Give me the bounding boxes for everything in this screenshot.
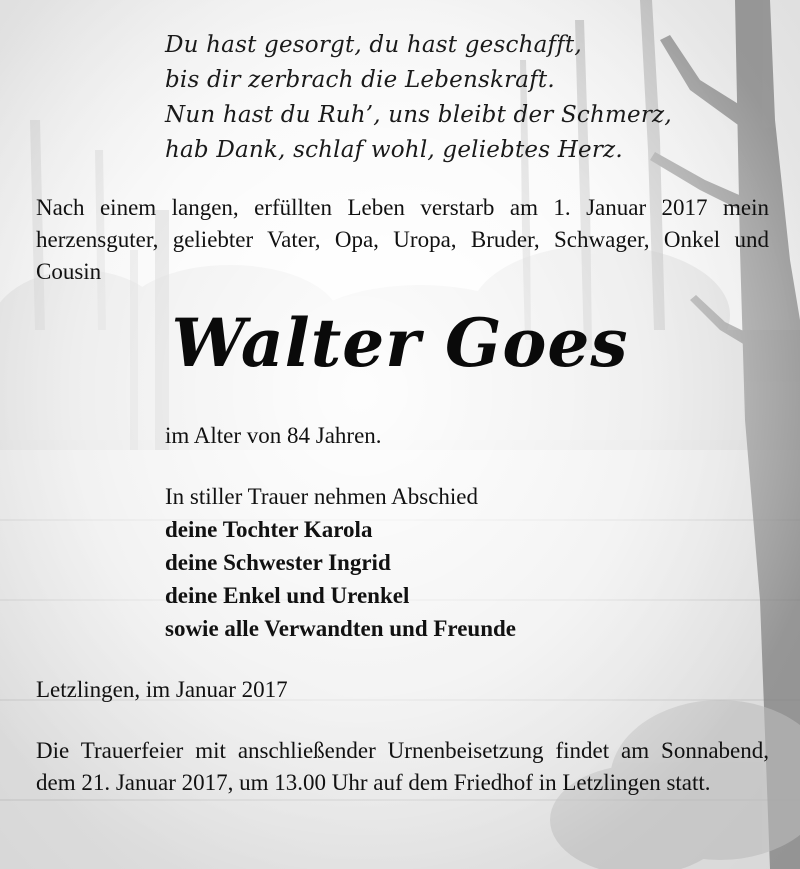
mourner-name: deine Schwester Ingrid [165,550,391,575]
poem-line: hab Dank, schlaf wohl, geliebtes Herz. [165,137,623,163]
poem-line: bis dir zerbrach die Lebenskraft. [165,67,555,93]
funeral-details [36,735,769,799]
announcement-line: Nach einem langen, erfüllten Leben verstarb am 1. Januar 2017 [36,195,723,220]
deceased-name: Walter Goes [171,304,629,382]
mourners-heading: In stiller Trauer nehmen Abschied [165,484,479,509]
age-line: im Alter von 84 Jahren. [165,423,382,448]
mourner-name: sowie alle Verwandten und Freunde [165,616,517,641]
poem-line: Du hast gesorgt, du hast geschafft, [165,32,582,58]
place-and-date: Letzlingen, im Januar 2017 [36,677,288,702]
mourners-block [165,480,516,645]
announcement-line: Onkel und Cousin [36,227,769,284]
poem-line: Nun hast du Ruh’, uns bleibt der Schmerz, [165,102,672,128]
mourner-name: deine Enkel und Urenkel [165,583,410,608]
funeral-line: in Letzlingen statt. [538,770,711,795]
funeral-line: Die Trauerfeier mit anschließender Urnenbeisetzung findet am [36,738,662,763]
memorial-poem [165,28,672,168]
mourner-name: deine Tochter Karola [165,517,373,542]
funeral-line: Sonnabend, dem 21. Januar 2017, um 13.00 Uhr auf dem Friedhof [36,738,769,795]
death-announcement [36,192,769,288]
announcement-line: mein herzensguter, geliebter Vater, Opa, Uropa, Bruder, Schwager, [36,195,769,252]
